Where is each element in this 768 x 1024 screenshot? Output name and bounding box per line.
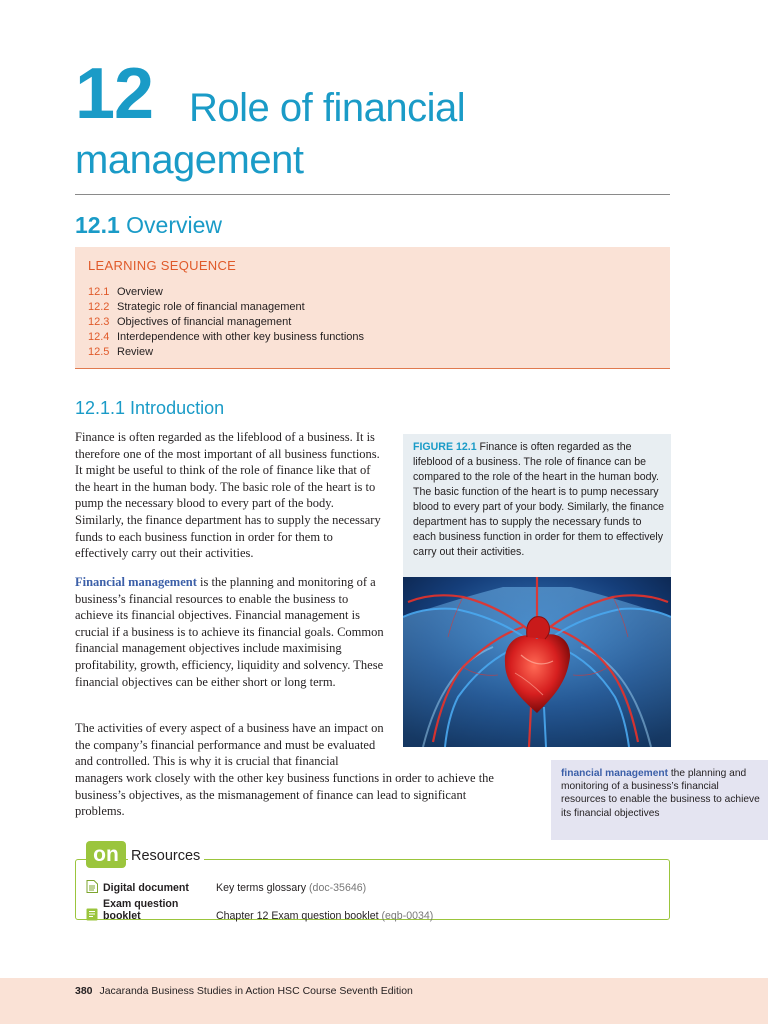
resources-label: Resources — [131, 848, 201, 864]
resource-code: (doc-35646) — [309, 882, 367, 894]
figure-caption: FIGURE 12.1 Finance is often regarded as the lifeblood of a business. The role of finance can be compared to the role of the heart in the human body. The basic function of the heart is to pump necessary blood to every part of your body. Similarly, the finance department has to supply the necessary funds to each business function in order for them to effectively carry out their activities. — [413, 441, 665, 558]
chapter-title-line1: Role of financial — [189, 86, 466, 130]
learning-sequence-item[interactable]: 12.1 Overview — [88, 286, 163, 298]
learning-sequence-title: LEARNING SEQUENCE — [88, 258, 237, 273]
resource-item-exam-booklet[interactable] — [86, 898, 433, 922]
resource-kind: Digital document — [103, 882, 189, 894]
section-number: 12.1 — [75, 212, 120, 238]
chapter-number: 12 — [75, 54, 154, 134]
heart-illustration — [403, 577, 671, 747]
exam-booklet-icon — [86, 908, 98, 921]
glossary-term-link[interactable]: Financial management — [75, 575, 197, 589]
resource-kind: Exam question booklet — [103, 898, 179, 922]
section-title: Overview — [126, 212, 223, 238]
learning-sequence-item[interactable]: 12.5 Review — [88, 346, 154, 358]
book-title: Jacaranda Business Studies in Action HSC Course Seventh Edition — [99, 985, 413, 997]
page-number: 380 — [75, 985, 93, 997]
body-paragraph-2: Financial management is the planning and monitoring of a business’s financial resources to enable the business to achieve its financial objectives. Financial management is crucial if a business is to achieve its financial goals. Common financial management objectives include maximising profitability, growth, efficiency, liquidity and solvency. These financial objectives can be either short or long term. — [75, 575, 384, 689]
on-badge: on — [86, 841, 126, 868]
document-icon — [86, 880, 98, 893]
footer-text — [75, 985, 413, 997]
learning-sequence-item[interactable]: 12.4 Interdependence with other key business functions — [88, 331, 365, 343]
subsection-heading: 12.1.1 Introduction — [75, 398, 225, 418]
glossary-entry: financial management the planning and monitoring of a business’s financial resources to enable the business to achieve its financial objectives — [561, 768, 760, 819]
resource-code: (eqb-0034) — [381, 910, 434, 922]
learning-sequence-item[interactable]: 12.3 Objectives of financial management — [88, 316, 292, 328]
chapter-rule — [75, 194, 670, 195]
resource-title[interactable]: Chapter 12 Exam question booklet — [216, 910, 379, 922]
section-heading — [75, 212, 222, 239]
resource-item-digital-document[interactable] — [86, 880, 366, 894]
body-paragraph-3a: The activities of every aspect of a business have an impact on the company’s financial performance and must be evaluated and controlled. This is why it is crucial that financial — [75, 721, 384, 769]
learning-sequence-list — [88, 285, 364, 360]
body-paragraph-3b: managers work closely with the other key business functions in order to achieve the business’s objectives, as the mismanagement of finance can lead to significant problems. — [75, 771, 494, 819]
body-paragraph-1: Finance is often regarded as the lifeblood of a business. It is therefore one of the most important of all business functions. It might be useful to think of the role of finance like that of the heart in the human body. The basic role of the heart is to pump the necessary blood to every part of the body. Similarly, the finance department has to supply the necessary funds to each business function in order for them to effectively carry out their activities. — [75, 430, 381, 561]
figure-label: FIGURE 12.1 — [413, 441, 477, 453]
chapter-title-line2: management — [75, 138, 304, 182]
glossary-term: financial management — [561, 768, 668, 779]
learning-sequence-item[interactable]: 12.2 Strategic role of financial management — [88, 301, 305, 313]
resource-title[interactable]: Key terms glossary — [216, 882, 307, 894]
